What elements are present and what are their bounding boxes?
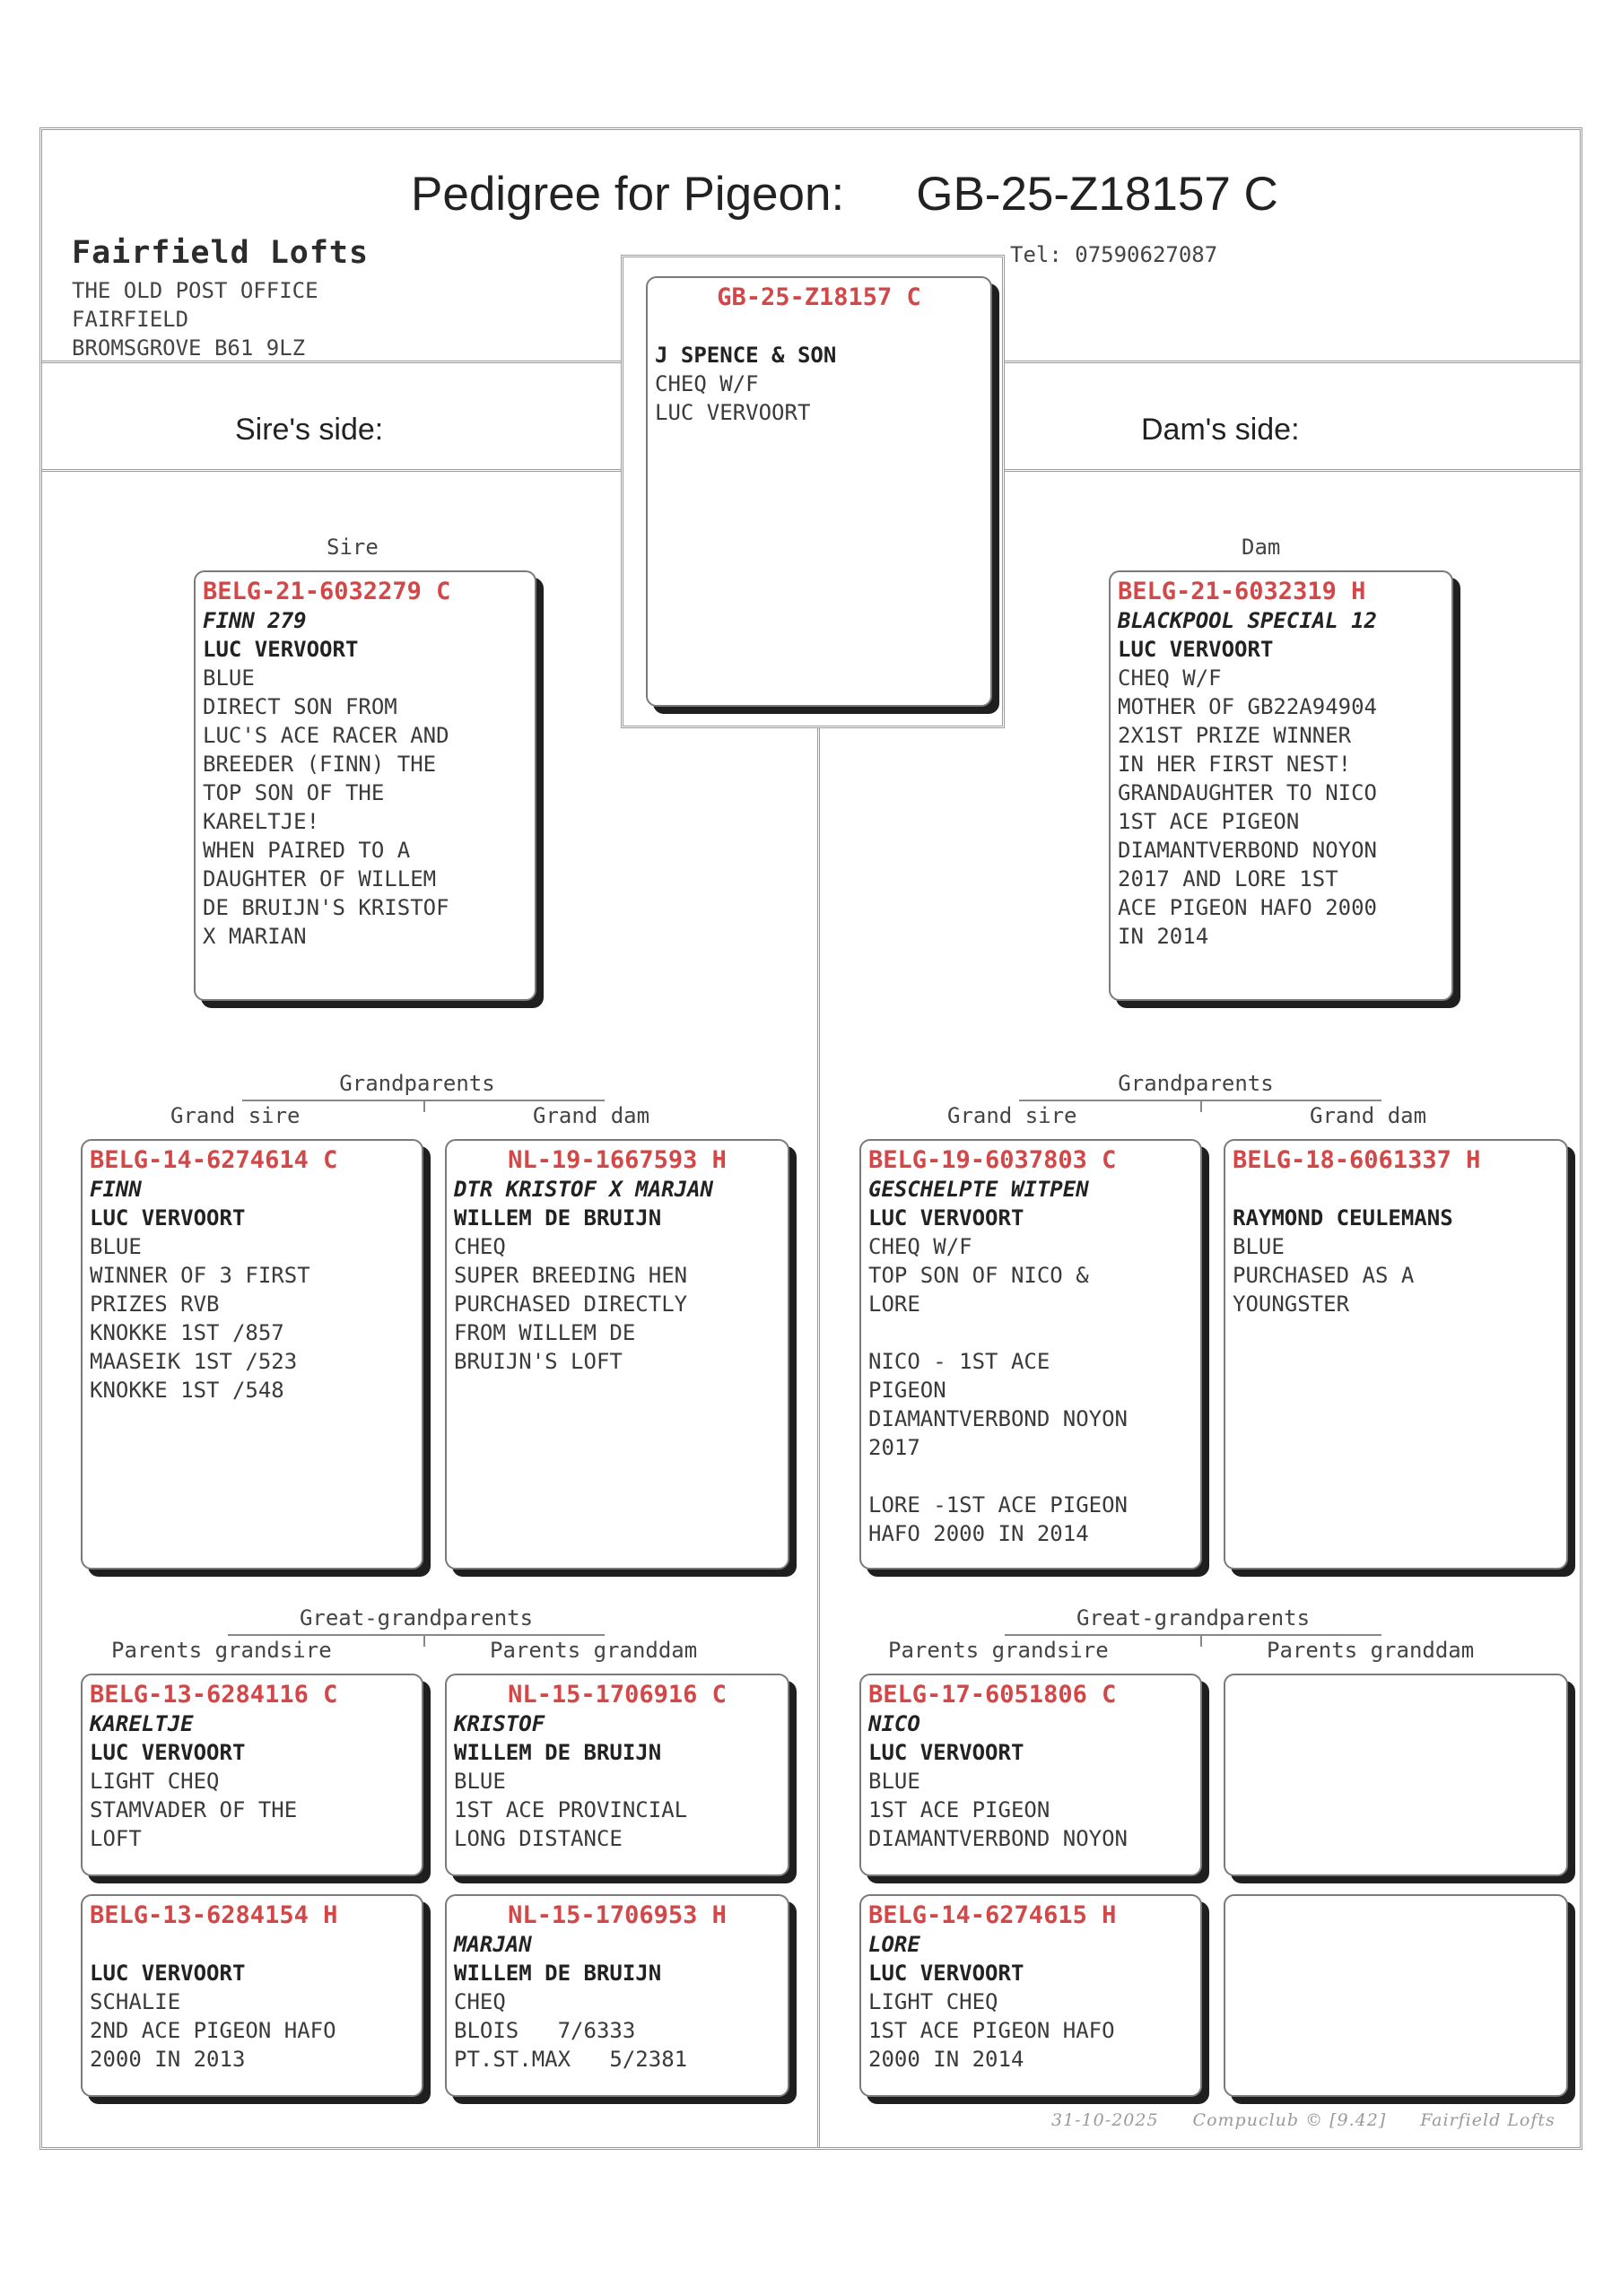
sire-line: DAUGHTER OF WILLEM <box>203 866 437 891</box>
great-grandparent-line: LOFT <box>90 1826 142 1851</box>
dam-line: MOTHER OF GB22A94904 <box>1118 694 1377 719</box>
great-grandparent-card-empty <box>1224 1674 1568 1876</box>
page-title <box>411 167 1278 222</box>
great-grandparent-name: NICO <box>868 1711 920 1736</box>
grand-sire-caption: Grand sire <box>947 1103 1077 1128</box>
great-grandparents-tick <box>1200 1634 1202 1647</box>
address-line: BROMSGROVE B61 9LZ <box>72 335 306 361</box>
parents-grandsire-caption: Parents grandsire <box>111 1638 332 1663</box>
sire-line: WHEN PAIRED TO A <box>203 838 411 863</box>
great-grandparent-owner: LUC VERVOORT <box>868 1740 1024 1765</box>
grand-dam-line: BRUIJN'S LOFT <box>454 1349 623 1374</box>
subject-card <box>646 276 992 707</box>
dam-owner: LUC VERVOORT <box>1118 637 1274 662</box>
great-grandparent-card <box>445 1674 789 1876</box>
divider-header <box>42 361 621 363</box>
great-grandparent-owner: LUC VERVOORT <box>868 1961 1024 1986</box>
grand-dam-ring: BELG-18-6061337 H <box>1233 1146 1481 1174</box>
great-grandparents-underline <box>1005 1634 1381 1636</box>
dam-line: CHEQ W/F <box>1118 665 1222 691</box>
grand-dam-ring: NL-19-1667593 H <box>508 1146 727 1174</box>
dam-line: IN 2014 <box>1118 924 1209 949</box>
great-grandparent-owner: WILLEM DE BRUIJN <box>454 1961 662 1986</box>
grandparents-tick <box>1200 1100 1202 1112</box>
great-grandparent-line: BLUE <box>454 1769 506 1794</box>
great-grandparent-name: KRISTOF <box>454 1711 545 1736</box>
title-label: Pedigree for Pigeon: <box>411 168 845 221</box>
grand-dam-line: YOUNGSTER <box>1233 1292 1350 1317</box>
divider-sides-right <box>1005 469 1580 472</box>
dam-line: 1ST ACE PIGEON <box>1118 809 1300 834</box>
sire-side-label: Sire's side: <box>235 413 384 447</box>
sire-line: DE BRUIJN'S KRISTOF <box>203 895 449 920</box>
divider-sides <box>42 469 621 472</box>
grand-dam-line: BLUE <box>1233 1234 1285 1259</box>
great-grandparent-ring: BELG-14-6274615 H <box>868 1901 1117 1929</box>
great-grandparents-heading: Great-grandparents <box>299 1605 534 1631</box>
great-grandparent-name: MARJAN <box>454 1932 532 1957</box>
great-grandparent-card <box>445 1894 789 2097</box>
grand-sire-line: WINNER OF 3 FIRST <box>90 1263 310 1288</box>
great-grandparents-tick <box>423 1634 425 1647</box>
great-grandparent-line: DIAMANTVERBOND NOYON <box>868 1826 1128 1851</box>
great-grandparent-name: LORE <box>868 1932 920 1957</box>
sire-line: LUC'S ACE RACER AND <box>203 723 449 748</box>
grand-dam-line: CHEQ <box>454 1234 506 1259</box>
grand-sire-caption: Grand sire <box>170 1103 301 1128</box>
great-grandparent-line: BLUE <box>868 1769 920 1794</box>
divider-header-right <box>1005 361 1580 363</box>
grand-sire-name: GESCHELPTE WITPEN <box>868 1177 1089 1202</box>
grandparents-heading: Grandparents <box>339 1071 495 1096</box>
grand-sire-card <box>859 1139 1202 1570</box>
grand-sire-line: KNOKKE 1ST /548 <box>90 1378 284 1403</box>
grand-dam-caption: Grand dam <box>1310 1103 1427 1128</box>
grand-sire-card <box>81 1139 423 1570</box>
subject-line: CHEQ W/F <box>655 371 759 396</box>
great-grandparent-line: BLOIS 7/6333 <box>454 2018 636 2043</box>
great-grandparents-underline <box>228 1634 605 1636</box>
great-grandparent-ring: BELG-13-6284116 C <box>90 1681 338 1709</box>
sire-owner: LUC VERVOORT <box>203 637 359 662</box>
grand-dam-owner: WILLEM DE BRUIJN <box>454 1205 662 1231</box>
grand-sire-line: LORE <box>868 1292 920 1317</box>
grand-sire-ring: BELG-14-6274614 C <box>90 1146 338 1174</box>
grand-dam-line: PURCHASED AS A <box>1233 1263 1415 1288</box>
dam-caption: Dam <box>1242 535 1281 560</box>
dam-card <box>1109 570 1453 1001</box>
great-grandparent-line: 2000 IN 2013 <box>90 2047 246 2072</box>
sire-line: TOP SON OF THE <box>203 780 385 805</box>
parents-granddam-caption: Parents granddam <box>1267 1638 1475 1663</box>
grand-dam-caption: Grand dam <box>533 1103 650 1128</box>
footer <box>1051 2110 1590 2130</box>
title-ring: GB-25-Z18157 C <box>916 168 1278 221</box>
grand-sire-name: FINN <box>90 1177 142 1202</box>
great-grandparent-line: PT.ST.MAX 5/2381 <box>454 2047 688 2072</box>
sire-name: FINN 279 <box>203 608 307 633</box>
grandparents-tick <box>423 1100 425 1112</box>
great-grandparent-line: SCHALIE <box>90 1989 181 2014</box>
sire-line: X MARIAN <box>203 924 307 949</box>
great-grandparent-owner: WILLEM DE BRUIJN <box>454 1740 662 1765</box>
dam-side-label: Dam's side: <box>1141 413 1300 447</box>
sire-line: BREEDER (FINN) THE <box>203 752 437 777</box>
parents-grandsire-caption: Parents grandsire <box>888 1638 1109 1663</box>
great-grandparent-ring: BELG-17-6051806 C <box>868 1681 1117 1709</box>
grand-sire-line: 2017 <box>868 1435 920 1460</box>
sire-line: KARELTJE! <box>203 809 320 834</box>
dam-line: ACE PIGEON HAFO 2000 <box>1118 895 1377 920</box>
sire-caption: Sire <box>327 535 379 560</box>
great-grandparent-ring: NL-15-1706916 C <box>508 1681 727 1709</box>
subject-line: LUC VERVOORT <box>655 400 811 425</box>
dam-line: 2X1ST PRIZE WINNER <box>1118 723 1352 748</box>
great-grandparent-line: LIGHT CHEQ <box>868 1989 998 2014</box>
dam-line: DIAMANTVERBOND NOYON <box>1118 838 1377 863</box>
great-grandparent-owner: LUC VERVOORT <box>90 1740 246 1765</box>
grand-dam-line: FROM WILLEM DE <box>454 1320 636 1345</box>
grand-sire-line: MAASEIK 1ST /523 <box>90 1349 298 1374</box>
grand-dam-card <box>1224 1139 1568 1570</box>
sire-line: BLUE <box>203 665 255 691</box>
great-grandparent-card <box>859 1894 1202 2097</box>
footer-loft: Fairfield Lofts <box>1420 2110 1556 2130</box>
grand-dam-name: DTR KRISTOF X MARJAN <box>454 1177 713 1202</box>
great-grandparent-line: LIGHT CHEQ <box>90 1769 220 1794</box>
great-grandparent-line: 2ND ACE PIGEON HAFO <box>90 2018 336 2043</box>
grand-sire-line: BLUE <box>90 1234 142 1259</box>
great-grandparent-ring: BELG-13-6284154 H <box>90 1901 338 1929</box>
address-line: THE OLD POST OFFICE <box>72 278 318 303</box>
great-grandparent-card <box>81 1894 423 2097</box>
great-grandparent-line: 1ST ACE PIGEON <box>868 1797 1050 1822</box>
great-grandparents-heading: Great-grandparents <box>1076 1605 1311 1631</box>
telephone: Tel: 07590627087 <box>1010 242 1218 267</box>
footer-date: 31-10-2025 <box>1051 2110 1159 2130</box>
grand-sire-line: DIAMANTVERBOND NOYON <box>868 1406 1128 1431</box>
subject-owner: J SPENCE & SON <box>655 343 837 368</box>
footer-software: Compuclub © [9.42] <box>1192 2110 1387 2130</box>
great-grandparent-card <box>81 1674 423 1876</box>
divider-center <box>817 728 820 2147</box>
sire-card <box>194 570 536 1001</box>
dam-ring: BELG-21-6032319 H <box>1118 578 1366 605</box>
grand-dam-line: PURCHASED DIRECTLY <box>454 1292 688 1317</box>
grand-sire-line: LORE -1ST ACE PIGEON <box>868 1492 1128 1518</box>
dam-name: BLACKPOOL SPECIAL 12 <box>1118 608 1377 633</box>
great-grandparent-line: 1ST ACE PROVINCIAL <box>454 1797 688 1822</box>
address-line: FAIRFIELD <box>72 307 189 332</box>
great-grandparent-line: 1ST ACE PIGEON HAFO <box>868 2018 1115 2043</box>
parents-granddam-caption: Parents granddam <box>490 1638 698 1663</box>
great-grandparent-ring: NL-15-1706953 H <box>508 1901 727 1929</box>
subject-ring: GB-25-Z18157 C <box>717 283 921 311</box>
sire-line: DIRECT SON FROM <box>203 694 397 719</box>
grand-sire-owner: LUC VERVOORT <box>868 1205 1024 1231</box>
grand-sire-line: HAFO 2000 IN 2014 <box>868 1521 1089 1546</box>
great-grandparent-card <box>859 1674 1202 1876</box>
grand-sire-line: PIGEON <box>868 1378 946 1403</box>
grand-sire-line: CHEQ W/F <box>868 1234 972 1259</box>
dam-line: IN HER FIRST NEST! <box>1118 752 1352 777</box>
grand-sire-line: KNOKKE 1ST /857 <box>90 1320 284 1345</box>
grand-sire-owner: LUC VERVOORT <box>90 1205 246 1231</box>
grand-dam-card <box>445 1139 789 1570</box>
grand-sire-line: NICO - 1ST ACE <box>868 1349 1050 1374</box>
dam-line: GRANDAUGHTER TO NICO <box>1118 780 1377 805</box>
dam-line: 2017 AND LORE 1ST <box>1118 866 1338 891</box>
great-grandparent-line: LONG DISTANCE <box>454 1826 623 1851</box>
great-grandparent-line: 2000 IN 2014 <box>868 2047 1024 2072</box>
grand-sire-line: PRIZES RVB <box>90 1292 220 1317</box>
grandparents-heading: Grandparents <box>1118 1071 1274 1096</box>
grand-sire-ring: BELG-19-6037803 C <box>868 1146 1117 1174</box>
great-grandparent-line: CHEQ <box>454 1989 506 2014</box>
grand-sire-line: TOP SON OF NICO & <box>868 1263 1089 1288</box>
sire-ring: BELG-21-6032279 C <box>203 578 451 605</box>
grand-dam-line: SUPER BREEDING HEN <box>454 1263 688 1288</box>
great-grandparent-name: KARELTJE <box>90 1711 194 1736</box>
grand-dam-owner: RAYMOND CEULEMANS <box>1233 1205 1453 1231</box>
great-grandparent-card-empty <box>1224 1894 1568 2097</box>
great-grandparent-line: STAMVADER OF THE <box>90 1797 298 1822</box>
great-grandparent-owner: LUC VERVOORT <box>90 1961 246 1986</box>
loft-name: Fairfield Lofts <box>72 235 370 271</box>
